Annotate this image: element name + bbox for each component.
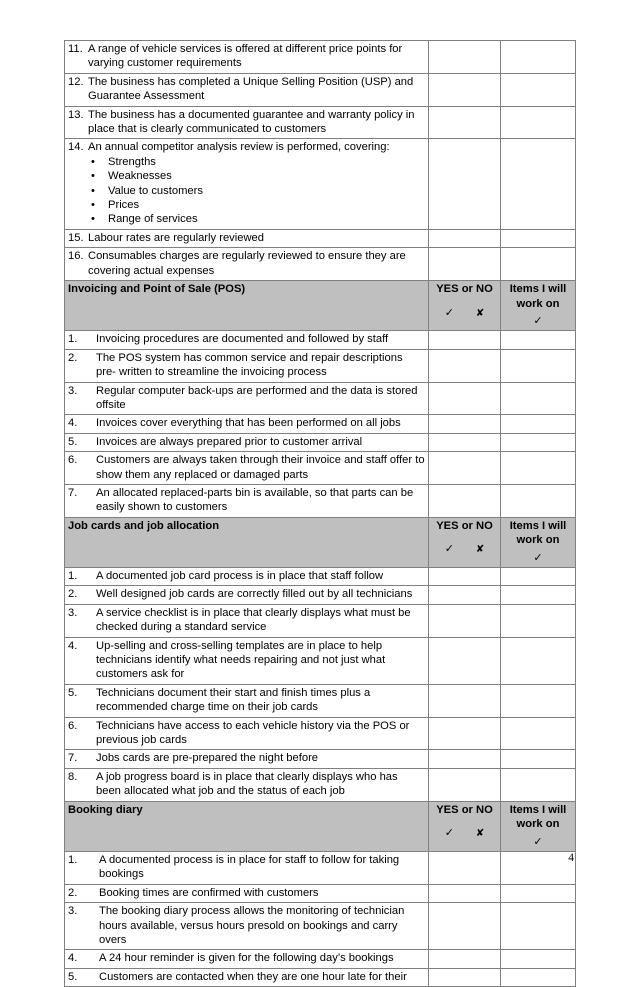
item-number: 5. <box>68 686 78 699</box>
item-number: 7. <box>68 752 78 765</box>
checklist-item-text <box>65 750 429 768</box>
yes-or-no-label: YES or NO <box>436 519 493 532</box>
checklist-item-text <box>65 248 429 281</box>
item-label: Invoices cover everything that has been performed on all jobs <box>96 417 401 430</box>
checklist-row <box>65 968 576 986</box>
checklist-item-text <box>65 433 429 451</box>
item-label: The business has completed a Unique Selling Position (USP) and Guarantee Assessment <box>88 75 414 103</box>
column-header-items-i-will-work-on <box>501 281 576 331</box>
checklist-table <box>64 40 576 987</box>
item-bullet-list <box>68 155 425 227</box>
item-number: 12. <box>68 75 84 88</box>
items-to-work-on-cell[interactable] <box>501 568 576 586</box>
yes-no-answer-cell[interactable] <box>429 903 501 950</box>
items-check-glyph <box>504 314 572 328</box>
checklist-item-text <box>65 586 429 604</box>
yes-no-answer-cell[interactable] <box>429 768 501 801</box>
yes-no-answer-cell[interactable] <box>429 41 501 74</box>
checklist-row <box>65 382 576 415</box>
section-title: Job cards and job allocation <box>65 517 429 567</box>
item-label: Jobs cards are pre-prepared the night before <box>96 752 319 765</box>
yes-no-answer-cell[interactable] <box>429 349 501 382</box>
bullet-item: • Range of services <box>108 212 425 226</box>
yes-or-no-label: YES or NO <box>436 803 493 816</box>
checklist-row <box>65 349 576 382</box>
items-to-work-on-cell[interactable] <box>501 484 576 517</box>
item-number: 1. <box>68 853 78 866</box>
items-check-glyph <box>504 835 572 849</box>
checklist-row <box>65 604 576 637</box>
checklist-item-text <box>65 968 429 986</box>
items-to-work-on-cell[interactable] <box>501 349 576 382</box>
checklist-item-text <box>65 415 429 433</box>
checklist-item-text <box>65 950 429 968</box>
yes-no-answer-cell[interactable] <box>429 568 501 586</box>
checklist-row <box>65 433 576 451</box>
item-number: 4. <box>68 952 78 965</box>
items-label-line2: work on <box>516 534 560 547</box>
cross-icon: ✘ <box>475 828 485 840</box>
item-label: Up-selling and cross-selling templates are in place to help technicians identify what needs repairing and not just what customers ask for <box>96 639 386 681</box>
bullet-item: • Strengths <box>108 155 425 169</box>
item-label: The business has a documented guarantee and warranty policy in place that is clearly communicated to customers <box>88 108 415 136</box>
items-to-work-on-cell[interactable] <box>501 768 576 801</box>
items-to-work-on-cell[interactable] <box>501 604 576 637</box>
item-number: 2. <box>68 351 78 364</box>
column-header-yes-or-no <box>429 281 501 331</box>
checklist-row <box>65 415 576 433</box>
checklist-item-text <box>65 452 429 485</box>
checklist-row <box>65 452 576 485</box>
yes-no-answer-cell[interactable] <box>429 139 501 229</box>
item-number: 3. <box>68 384 78 397</box>
section-title: Booking diary <box>65 801 429 851</box>
item-number: 5. <box>68 435 78 448</box>
checklist-row <box>65 331 576 349</box>
yes-no-answer-cell[interactable] <box>429 382 501 415</box>
item-label: Technicians have access to each vehicle history via the POS or previous job cards <box>96 719 410 747</box>
item-number: 2. <box>68 588 78 601</box>
items-label-line2: work on <box>516 818 560 831</box>
item-label: A range of vehicle services is offered at different price points for varying customer requirements <box>88 43 403 70</box>
item-number: 7. <box>68 486 78 499</box>
item-label: An allocated replaced-parts bin is available, so that parts can be easily shown to customers <box>96 486 414 514</box>
items-label-line2: work on <box>516 297 560 310</box>
item-label: Labour rates are regularly reviewed <box>88 231 264 244</box>
checklist-row <box>65 229 576 247</box>
checklist-row <box>65 139 576 229</box>
item-number: 1. <box>68 570 78 582</box>
item-label: The booking diary process allows the monitoring of technician hours available, versus hours presold on bookings and carry overs <box>99 905 405 946</box>
yes-or-no-label: YES or NO <box>436 283 493 296</box>
checklist-row <box>65 73 576 106</box>
checklist-item-text <box>65 768 429 801</box>
yes-no-answer-cell[interactable] <box>429 684 501 717</box>
item-label: Well designed job cards are correctly filled out by all technicians <box>96 588 413 601</box>
item-label: Customers are always taken through their invoice and staff offer to show them any replaced or damaged parts <box>96 454 425 481</box>
checklist-row <box>65 248 576 281</box>
checklist-item-text <box>65 684 429 717</box>
check-icon: ✓ <box>533 314 543 327</box>
item-number: 8. <box>68 770 78 783</box>
checklist-row <box>65 950 576 968</box>
item-label: Consumables charges are regularly reviewed to ensure they are covering actual expenses <box>88 250 406 277</box>
items-label-line1: Items I will <box>509 519 567 532</box>
items-to-work-on-cell[interactable] <box>501 248 576 281</box>
section-header-row <box>65 801 576 851</box>
cross-icon: ✘ <box>475 544 485 556</box>
section-header-row <box>65 517 576 567</box>
bullet-item: • Weaknesses <box>108 169 425 183</box>
yes-no-glyphs <box>432 542 497 557</box>
items-to-work-on-cell[interactable] <box>501 415 576 433</box>
checklist-item-text <box>65 73 429 106</box>
items-to-work-on-cell[interactable] <box>501 229 576 247</box>
checklist-row <box>65 903 576 950</box>
checklist-body <box>65 41 576 987</box>
item-number: 3. <box>68 606 78 619</box>
yes-no-answer-cell[interactable] <box>429 750 501 768</box>
checklist-item-text <box>65 349 429 382</box>
item-label: A documented process is in place for staff to follow for taking bookings <box>99 853 400 881</box>
check-icon: ✓ <box>444 306 454 319</box>
checklist-item-text <box>65 331 429 349</box>
item-number: 16. <box>68 250 84 263</box>
items-to-work-on-cell[interactable] <box>501 903 576 950</box>
section-title: Invoicing and Point of Sale (POS) <box>65 281 429 331</box>
item-label: A service checklist is in place that clearly displays what must be checked during a standard service <box>96 606 411 634</box>
items-to-work-on-cell[interactable] <box>501 750 576 768</box>
item-label: Booking times are confirmed with customers <box>99 886 319 899</box>
item-label: Regular computer back-ups are performed and the data is stored offsite <box>96 384 418 411</box>
bullet-item: • Prices <box>108 198 425 212</box>
items-to-work-on-cell[interactable] <box>501 73 576 106</box>
checklist-item-text <box>65 229 429 247</box>
check-icon: ✓ <box>444 827 454 840</box>
yes-no-glyphs <box>432 826 497 841</box>
item-label: A documented job card process is in place that staff follow <box>96 570 384 582</box>
item-label: Technicians document their start and finish times plus a recommended charge time on their job cards <box>96 686 371 714</box>
item-number: 4. <box>68 417 78 430</box>
item-number: 13. <box>68 108 84 121</box>
yes-no-answer-cell[interactable] <box>429 331 501 349</box>
item-label: Customers are contacted when they are one hour late for their <box>99 970 407 983</box>
checklist-row <box>65 768 576 801</box>
yes-no-answer-cell[interactable] <box>429 484 501 517</box>
cross-icon: ✘ <box>475 307 485 319</box>
items-to-work-on-cell[interactable] <box>501 586 576 604</box>
items-to-work-on-cell[interactable] <box>501 41 576 74</box>
items-to-work-on-cell[interactable] <box>501 950 576 968</box>
checklist-item-text <box>65 604 429 637</box>
item-number: 11. <box>68 43 83 55</box>
item-number: 3. <box>68 905 78 918</box>
yes-no-answer-cell[interactable] <box>429 968 501 986</box>
section-header-row <box>65 281 576 331</box>
checklist-row <box>65 484 576 517</box>
items-check-glyph <box>504 551 572 565</box>
items-to-work-on-cell[interactable] <box>501 331 576 349</box>
item-label: An annual competitor analysis review is performed, covering: <box>88 141 390 154</box>
items-to-work-on-cell[interactable] <box>501 106 576 139</box>
checklist-row <box>65 750 576 768</box>
item-label: Invoices are always prepared prior to customer arrival <box>96 435 363 448</box>
column-header-items-i-will-work-on <box>501 517 576 567</box>
checklist-row <box>65 106 576 139</box>
checklist-item-text <box>65 903 429 950</box>
checklist-item-text <box>65 637 429 684</box>
items-to-work-on-cell[interactable] <box>501 684 576 717</box>
checklist-row <box>65 637 576 684</box>
items-to-work-on-cell[interactable] <box>501 452 576 485</box>
items-to-work-on-cell[interactable] <box>501 717 576 750</box>
checklist-item-text <box>65 382 429 415</box>
yes-no-answer-cell[interactable] <box>429 717 501 750</box>
column-header-yes-or-no <box>429 517 501 567</box>
yes-no-answer-cell[interactable] <box>429 452 501 485</box>
yes-no-answer-cell[interactable] <box>429 415 501 433</box>
item-number: 14. <box>68 141 84 154</box>
column-header-items-i-will-work-on <box>501 801 576 851</box>
yes-no-answer-cell[interactable] <box>429 637 501 684</box>
item-label: A 24 hour reminder is given for the following day’s bookings <box>99 952 394 965</box>
item-label: A job progress board is in place that clearly displays who has been allocated what job and the status of each job <box>96 770 398 798</box>
check-icon: ✓ <box>533 551 543 564</box>
items-to-work-on-cell[interactable] <box>501 968 576 986</box>
items-label-line1: Items I will <box>509 803 567 816</box>
item-number: 15. <box>68 231 84 244</box>
checklist-item-text <box>65 568 429 586</box>
checklist-row <box>65 586 576 604</box>
items-to-work-on-cell[interactable] <box>501 139 576 229</box>
checklist-item-text <box>65 484 429 517</box>
yes-no-answer-cell[interactable] <box>429 950 501 968</box>
page-number: 4 <box>568 852 574 864</box>
checklist-item-text <box>65 41 429 74</box>
item-number: 5. <box>68 970 78 983</box>
checklist-item-text <box>65 106 429 139</box>
item-label: The POS system has common service and repair descriptions pre- written to streamline the invoicing process <box>96 351 403 379</box>
item-number: 6. <box>68 719 78 732</box>
checklist-row <box>65 41 576 74</box>
items-to-work-on-cell[interactable] <box>501 433 576 451</box>
item-number: 6. <box>68 454 78 467</box>
yes-no-glyphs <box>432 306 497 321</box>
items-to-work-on-cell[interactable] <box>501 637 576 684</box>
column-header-yes-or-no <box>429 801 501 851</box>
item-number: 2. <box>68 886 78 899</box>
checklist-row <box>65 684 576 717</box>
yes-no-answer-cell[interactable] <box>429 604 501 637</box>
yes-no-answer-cell[interactable] <box>429 73 501 106</box>
yes-no-answer-cell[interactable] <box>429 106 501 139</box>
item-number: 1. <box>68 333 78 346</box>
checklist-row <box>65 717 576 750</box>
checklist-row <box>65 568 576 586</box>
checklist-item-text <box>65 717 429 750</box>
item-label: Invoicing procedures are documented and followed by staff <box>96 333 389 346</box>
check-icon: ✓ <box>533 835 543 848</box>
bullet-item: • Value to customers <box>108 184 425 198</box>
items-label-line1: Items I will <box>509 283 567 296</box>
checklist-item-text <box>65 139 429 229</box>
yes-no-answer-cell[interactable] <box>429 586 501 604</box>
yes-no-answer-cell[interactable] <box>429 248 501 281</box>
yes-no-answer-cell[interactable] <box>429 433 501 451</box>
yes-no-answer-cell[interactable] <box>429 229 501 247</box>
items-to-work-on-cell[interactable] <box>501 382 576 415</box>
check-icon: ✓ <box>444 543 454 556</box>
item-number: 4. <box>68 639 78 652</box>
